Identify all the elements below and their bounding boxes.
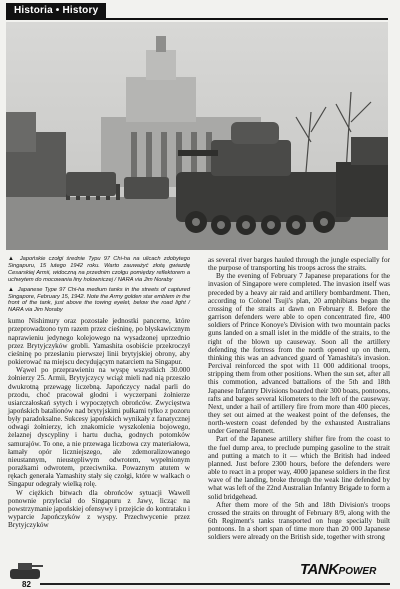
caption-triangle-icon: ▲ [8, 286, 15, 293]
magazine-logo [300, 561, 376, 579]
body-paragraph: W ciężkich bitwach dla obrońców sytuacji Wawell ponownie przyleciał do Singapuru z Jawy, licząc na powstrzymanie japońskiej ofensywy i przejście do kontrataku i wyparcie Japończyków z wyspy. Przechwycenie przez Brytyjczyków [8, 488, 190, 530]
page-number: 82 [22, 580, 31, 589]
page-footer [0, 553, 400, 588]
footer-rule [40, 583, 390, 585]
section-tag: Historia • History [6, 3, 106, 19]
caption-triangle-icon: ▲ [8, 256, 16, 262]
header-rule [6, 18, 388, 20]
logo-tank: TANK [300, 561, 339, 578]
caption-english-text: Japanese Type 97 Chi-ha medium tanks in the streets of captured Singapore, February 15, 1942. Note the Army golden star emblem in the front of the tank, just above the towing eyelet, below the road light / NARA via Jim Noraby [8, 286, 190, 314]
body-paragraph: as several river barges hauled through the jungle especially for the purpose of transporting his troops across the straits. [208, 256, 390, 273]
body-paragraph: By the evening of February 7 Japanese preparations for the invasion of Singapore were completed. The invasion itself was preceded by a heavy air raid and artillery bombardment. Then, according to Colonel Tsuji's plan, 20 amphibians began the crossing of the straits at dawn on February 8. Before the garrison defenders were able to open concentrated fire, 400 soldiers of Prince Konoye's Division with two mountain packs guns landed on a small islet in the middle of the straits, to the right of the blown up causeway. Soon all the artillery defending the fortress from the north opened up on them, thinking this was an advanced guard of Yamashita's invasion. Percival reinforced the spot with 11 000 additional troops, stripping them from other positions. When the sun set, after all this commotion, advanced battalions of the 5th and 18th Japanese Infantry Divisions boarded their 300 boats, pontoons, rafts and barges several kilometers to the left of the causeway. Next, under a hail of artillery fire from more than 400 pieces, they set out aimed at the weakest point of the defenses, the north-western coast defended by the exhausted Australians under General Bennett. [208, 272, 390, 436]
right-column [208, 256, 390, 541]
historical-photo [6, 22, 388, 250]
body-paragraph: Wąwel po przeprawieniu na wyspę wszystkich 30.000 żołnierzy 25. Armii, Brytyjczycy wciąż mieli nad nią przeszło dwukrotną przewagę liczebną. Japończycy nadal parli do przodu, choć pracował głodni i wyczerpani żołnierze usiarczałoskań sytych i wypoczętych obrońców. Zwycięstwa japońskich batalionów nad brytyjskimi pułkami tylko z pozoru były paradoksalne. Sukcesy japońskich wynikały z fanatycznej odwagi żołnierzy, ich znakomicie wyszkolenia bojowego, żelaznej dyscypliny i hartu ducha, godnych potomków samurajów. To one, a nie przewaga liczbowa czy materiałowa, łamały opór liczniejszego, ale zdemoralizowanego nieustannym, nieustępliwym odwrotem, wypełnionym porażkami odwrotem, przeciwnika. Powaznym atutem w rękach generała Yamashity stały się czołgi, które w walkach o Singapur odegrały wielką rolę. [8, 366, 190, 489]
caption-polish [8, 256, 190, 284]
caption-polish-text: Japońskie czołgi średnie Typu 97 Chi-ha na ulicach zdobytego Singapuru, 15 lutego 1942 roku. Warto zauważyć złotą gwiazdę Cesarskiej Armii, widoczną na przednim czołgu pomiędzy reflektorem a uchwytem do mocowania liny holowniczej / NARA via Jim Noraby [8, 256, 190, 283]
body-paragraph: kumo Nishimury oraz pozostałe jednostki pancerne, które przeprowadzono tym razem przez cieśninę, po błyskawicznym naprawieniu jedynego kolejowego na wysadzonej uprzednio przez Brytyjczyków grobli. Yamashita osobiście przekroczył cieśninę po przesłaniu pierwszej linii brytyjskiej obrony, aby pokierować na miejscu decydującym natarciem na Singapur. [8, 317, 190, 367]
logo-power: POWER [338, 566, 377, 577]
tank-parade-illustration [6, 22, 388, 250]
section-header [6, 3, 388, 20]
left-column [8, 256, 190, 529]
body-paragraph: After them more of the 5th and 18th Division's troops crossed the straits on throught of February 8/9, along with the 6th Regiment's tanks transported on huge specially built pontoons. In a short span of time more than 20 000 Japanese soldiers were already on the British side, together with strong [208, 500, 390, 542]
body-paragraph: Part of the Japanese artillery shifter fire from the coast to the fuel dump area, to preclude pumping gasoline to the strait and putting a match to it — which the British had indeed planned. Just before 2300 hours, before the defenders were able to react in a proper way, 4000 japanese soldiers in the first wave of the landing, broke through the weak line defended by what was left of the 22nd Australian Infantry Brigade to form a solid bridgehead. [208, 435, 390, 501]
caption-english [8, 287, 190, 315]
